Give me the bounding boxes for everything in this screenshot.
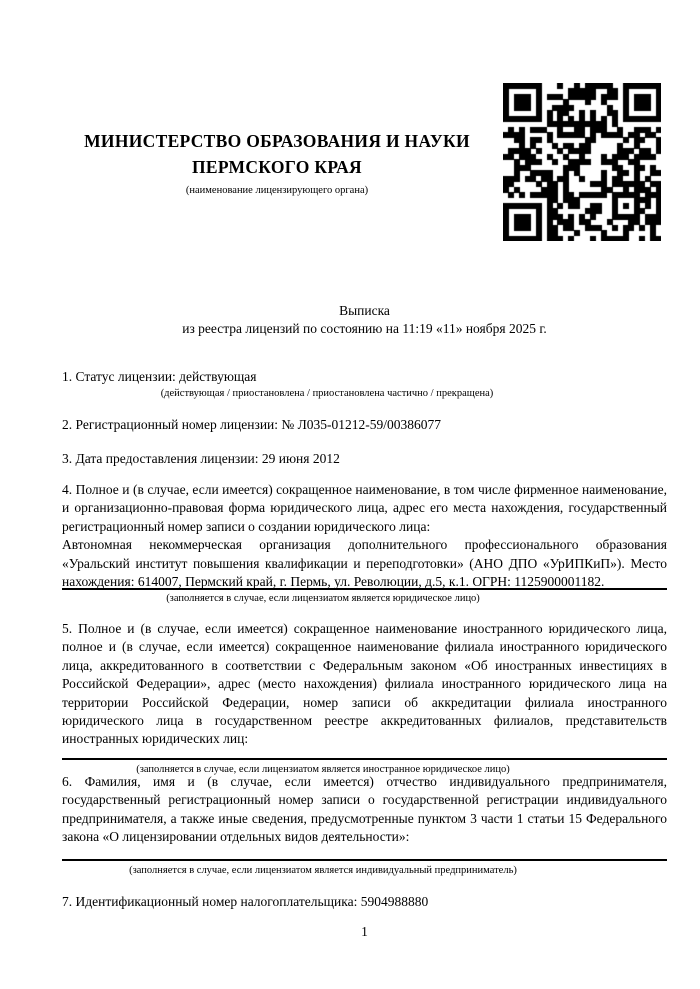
- item-foreign-entity: [62, 620, 667, 777]
- item-registration-number: 2. Регистрационный номер лицензии: № Л035-01212-59/00386077: [62, 417, 442, 432]
- ministry-name: [62, 128, 492, 180]
- item-license-date: 3. Дата предоставления лицензии: 29 июня 2012: [62, 451, 340, 466]
- item-license-status: 1. Статус лицензии: действующая: [62, 369, 257, 384]
- item-individual-entrepreneur-label: 6. Фамилия, имя и (в случае, если имеется) отчество индивидуального предпринимателя, государственный регистрационный номер записи о государственной регистрации индивидуального предпринимателя, а также иные сведения, предусмотренные пунктом 3 части 1 статьи 15 Федерального закона «О лицензировании отдельных видов деятельности»:: [62, 774, 667, 845]
- item-individual-entrepreneur-caption: (заполняется в случае, если лицензиатом является индивидуальный предприниматель): [129, 864, 517, 876]
- document-title: [62, 302, 667, 339]
- ministry-name-line1: МИНИСТЕРСТВО ОБРАЗОВАНИЯ И НАУКИ: [84, 131, 470, 151]
- item-taxpayer-number: 7. Идентификационный номер налогоплательщика: 5904988880: [62, 894, 429, 909]
- ministry-name-line2: ПЕРМСКОГО КРАЯ: [192, 157, 362, 177]
- document-title-line2: из реестра лицензий по состоянию на 11:19 «11» ноября 2025 г.: [182, 321, 547, 337]
- item-foreign-entity-caption: (заполняется в случае, если лицензиатом является иностранное юридическое лицо): [136, 763, 510, 775]
- item-license-status-caption: (действующая / приостановлена / приостановлена частично / прекращена): [160, 388, 494, 399]
- page-number: 1: [361, 924, 368, 939]
- qr-code-icon: [503, 83, 661, 241]
- item-legal-entity-value: Автономная некоммерческая организация дополнительного профессионального образования «Уральский институт повышения квалификации и переподготовки» (АНО ДПО «УрИПКиП»). Место нахождения: 614007, Пермский край, г. Пермь, ул. Революции, д.5, к.1. ОГРН: 1125900001182.: [62, 537, 667, 590]
- fill-in-rule: [62, 859, 667, 861]
- document-title-line1: Выписка: [339, 303, 390, 318]
- item-legal-entity-label: 4. Полное и (в случае, если имеется) сокращенное наименование, в том числе фирменное наименование, и организационно-правовая форма юридического лица, адрес его места нахождения, государственный регистрационный номер записи о создании юридического лица:: [62, 482, 667, 534]
- item-foreign-entity-label: 5. Полное и (в случае, если имеется) сокращенное наименование иностранного юридического лица, полное и (в случае, если имеется) сокращенное наименование филиала иностранного юридического лица, аккредитованного в соответствии с Федеральным законом «Об иностранных инвестициях в Российской Федерации», адрес (место нахождения) филиала иностранного юридического лица на территории Российской Федерации, номер записи об аккредитации филиала иностранного юридического лица в государственном реестре аккредитованных филиалов, представительств иностранных юридических лиц:: [62, 621, 667, 747]
- ministry-caption: (наименование лицензирующего органа): [185, 185, 369, 196]
- item-legal-entity: [62, 481, 667, 606]
- fill-in-rule: [62, 758, 667, 760]
- item-legal-entity-caption: (заполняется в случае, если лицензиатом является юридическое лицо): [166, 593, 480, 605]
- document-header: [62, 128, 492, 198]
- item-individual-entrepreneur: [62, 773, 667, 878]
